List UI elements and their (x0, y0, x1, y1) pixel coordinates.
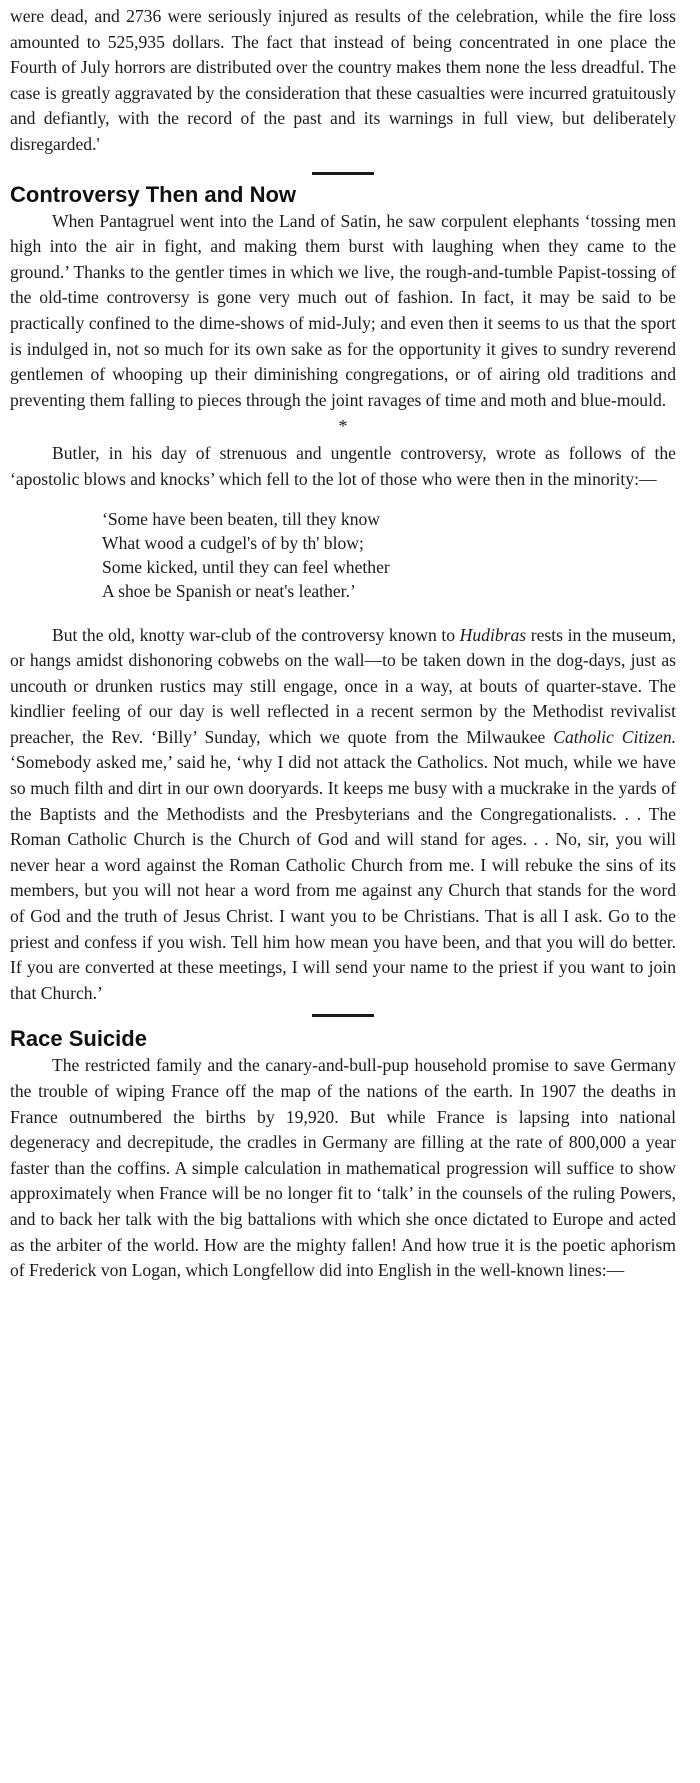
section-divider (312, 172, 374, 175)
paragraph-text: ‘Somebody asked me,’ said he, ‘why I did not attack the Catholics. Not much, while we have so much filth and dirt in our own dooryards. It keeps me busy with a muckrake in the yards of the Baptists and the Methodists and the Presbyterians and the Congregationalists. . . The Roman Catholic Church is the Church of God and will stand for ages. . . No, sir, you will never hear a word against the Roman Catholic Church from me. I will rebuke the sins of its members, but you will not hear a word from me against any Church that stands for the word of God and the truth of Jesus Christ. I want you to be Christians. That is all I ask. Go to the priest and confess if you wish. Tell him how mean you have been, and that you will do better. If you are converted at these meetings, I will send your name to the priest if you want to join that Church.’ (10, 752, 676, 1003)
verse-quote (10, 507, 676, 603)
verse-line: What wood a cudgel's of by th' blow; (102, 532, 364, 553)
controversy-paragraph-3 (10, 623, 676, 1007)
verse-line: Some kicked, until they can feel whether (102, 556, 390, 577)
section-divider (312, 1014, 374, 1017)
paragraph-text: rests in the museum, or hangs amidst dishonoring cobwebs on the wall—to be taken down in the dog-days, just as uncouth or drunken rustics may still engage, once in a way, at bouts of quarter-stave. The kindlier feeling of our day is well reflected in a recent sermon by the Methodist revivalist preacher, the Rev. ‘Billy’ Sunday, which we quote from the Milwaukee (10, 624, 676, 747)
article-page (10, 4, 676, 1284)
race-suicide-heading: Race Suicide (10, 1026, 147, 1052)
controversy-paragraph-2: Butler, in his day of strenuous and ungentle controversy, wrote as follows of the ‘apostolic blows and knocks’ which fell to the lot of those who were then in the minority:— (10, 443, 676, 489)
verse-line: ‘Some have been beaten, till they know (102, 508, 380, 529)
asterisk-separator: * (338, 416, 348, 437)
controversy-heading: Controversy Then and Now (10, 181, 297, 207)
controversy-paragraph-1: When Pantagruel went into the Land of Satin, he saw corpulent elephants ‘tossing men high into the air in fight, and making them burst with laughing when they came to the ground.’ Thanks to the gentler times in which we live, the rough-and-tumble Papist-tossing of the old-time controversy is gone very much out of fashion. In fact, it may be said to be practically confined to the dime-shows of mid-July; and even then it seems to us that the sport is indulged in, not so much for its own sake as for the opportunity it gives to sundry reverend gentlemen of whooping up their diminishing congregations, or of airing old traditions and preventing them falling to pieces through the joint ravages of time and moth and blue-mould. (10, 210, 676, 410)
verse-line: A shoe be Spanish or neat's leather.’ (102, 580, 356, 601)
paragraph-text: But the old, knotty war-club of the controversy known to (52, 624, 460, 645)
intro-paragraph: were dead, and 2736 were seriously injured as results of the celebration, while the fire loss amounted to 525,935 dollars. The fact that instead of being concentrated in one place the Fourth of July horrors are distributed over the country makes them none the less dreadful. The case is greatly aggravated by the consideration that these casualties were incurred gratuitously and defiantly, with the record of the past and its warnings in full view, but deliberately disregarded.' (10, 6, 676, 154)
race-suicide-paragraph: The restricted family and the canary-and-bull-pup household promise to save Germany the trouble of wiping France off the map of the nations of the earth. In 1907 the deaths in France outnumbered the births by 19,920. But while France is lapsing into national degeneracy and decrepitude, the cradles in Germany are filling at the rate of 800,000 a year faster than the coffins. A simple calculation in mathematical progression will suffice to show approximately when France will be no longer fit to ‘talk’ in the counsels of the ruling Powers, and to back her talk with the big battalions with which she once dictated to Europe and acted as the arbiter of the world. How are the mighty fallen! And how true it is the poetic aphorism of Frederick von Logan, which Longfellow did into English in the well-known lines:— (10, 1055, 676, 1281)
italic-title: Hudibras (459, 624, 527, 645)
italic-title: Catholic Citizen. (553, 726, 677, 747)
